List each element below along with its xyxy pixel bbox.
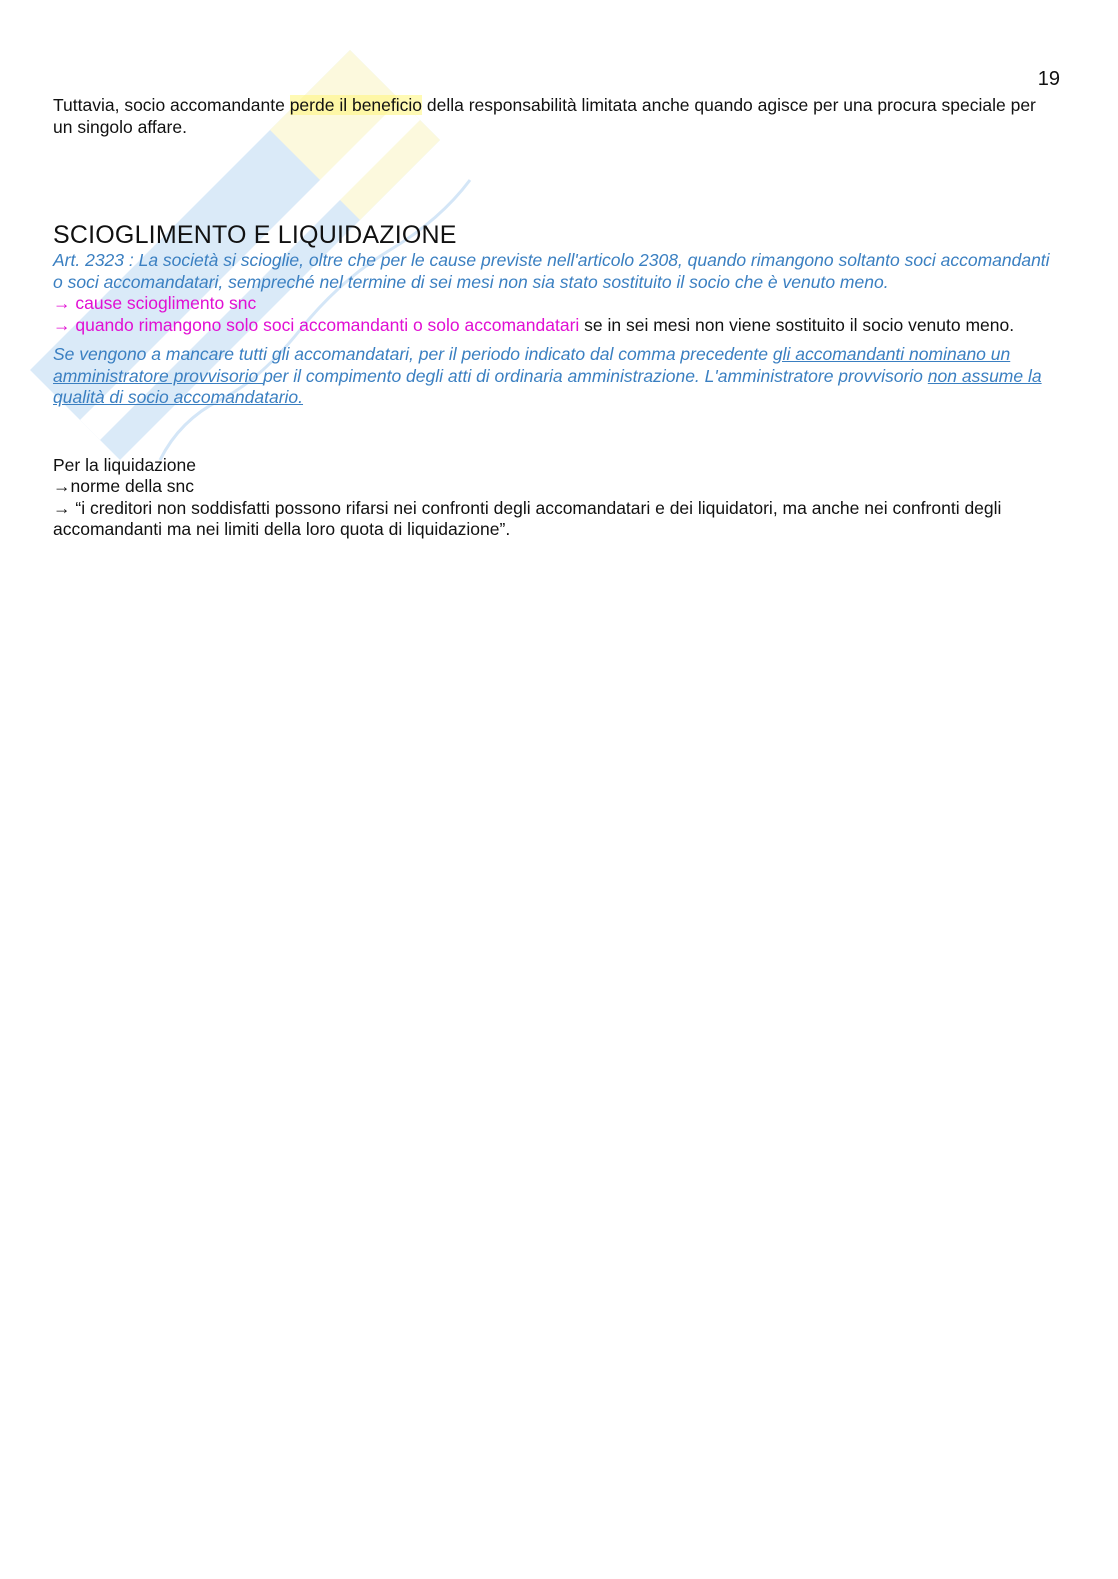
intro-text-part1: Tuttavia, socio accomandante	[53, 95, 290, 115]
liquidation-line-1: →norme della snc	[53, 476, 195, 496]
intro-paragraph	[53, 95, 1053, 138]
arrow-note-2-rest: se in sei mesi non viene sostituito il socio venuto meno.	[579, 314, 1015, 335]
article-quote: Art. 2323 : La società si scioglie, oltre che per le cause previste nell'articolo 2308, quando rimangono soltanto soci accomandanti o soci accomandatari, sempreché nel termine di sei mesi non sia stato sostituito il socio che è venuto meno.	[53, 250, 1050, 292]
intro-highlight: perde il beneficio	[289, 95, 423, 115]
liquidation-title: Per la liquidazione	[53, 454, 197, 475]
arrow-note-1: → cause scioglimento snc	[53, 293, 257, 313]
provisional-admin-part1: Se vengono a mancare tutti gli accomandatari, per il periodo indicato dal comma precedente	[53, 344, 773, 364]
provisional-admin-underlined-1: gli accomandanti nominano un amministratore provvisorio	[53, 344, 1011, 386]
arrow-note-2-highlight: → quando rimangono solo soci accomandanti o solo accomandatari	[53, 314, 580, 335]
page-content	[53, 95, 1053, 541]
intro-text-part2: della responsabilità limitata anche quando agisce per una procura speciale per un singolo affare.	[53, 95, 1036, 137]
arrow-note-2	[53, 315, 1053, 337]
provisional-admin-part2: per il compimento degli atti di ordinaria amministrazione. L'amministratore provvisorio	[263, 365, 928, 386]
liquidation-line-2: → “i creditori non soddisfatti possono rifarsi nei confronti degli accomandatari e dei liquidatori, ma anche nei confronti degli accomandanti ma nei limiti della loro quota di liquidazione”.	[53, 497, 1002, 539]
page-number: 19	[1037, 68, 1060, 90]
provisional-admin-underlined-2: non assume la qualità di socio accomandatario.	[53, 365, 1042, 407]
provisional-admin-paragraph	[53, 344, 1053, 409]
section-heading: SCIOGLIMENTO E LIQUIDAZIONE	[53, 221, 457, 249]
